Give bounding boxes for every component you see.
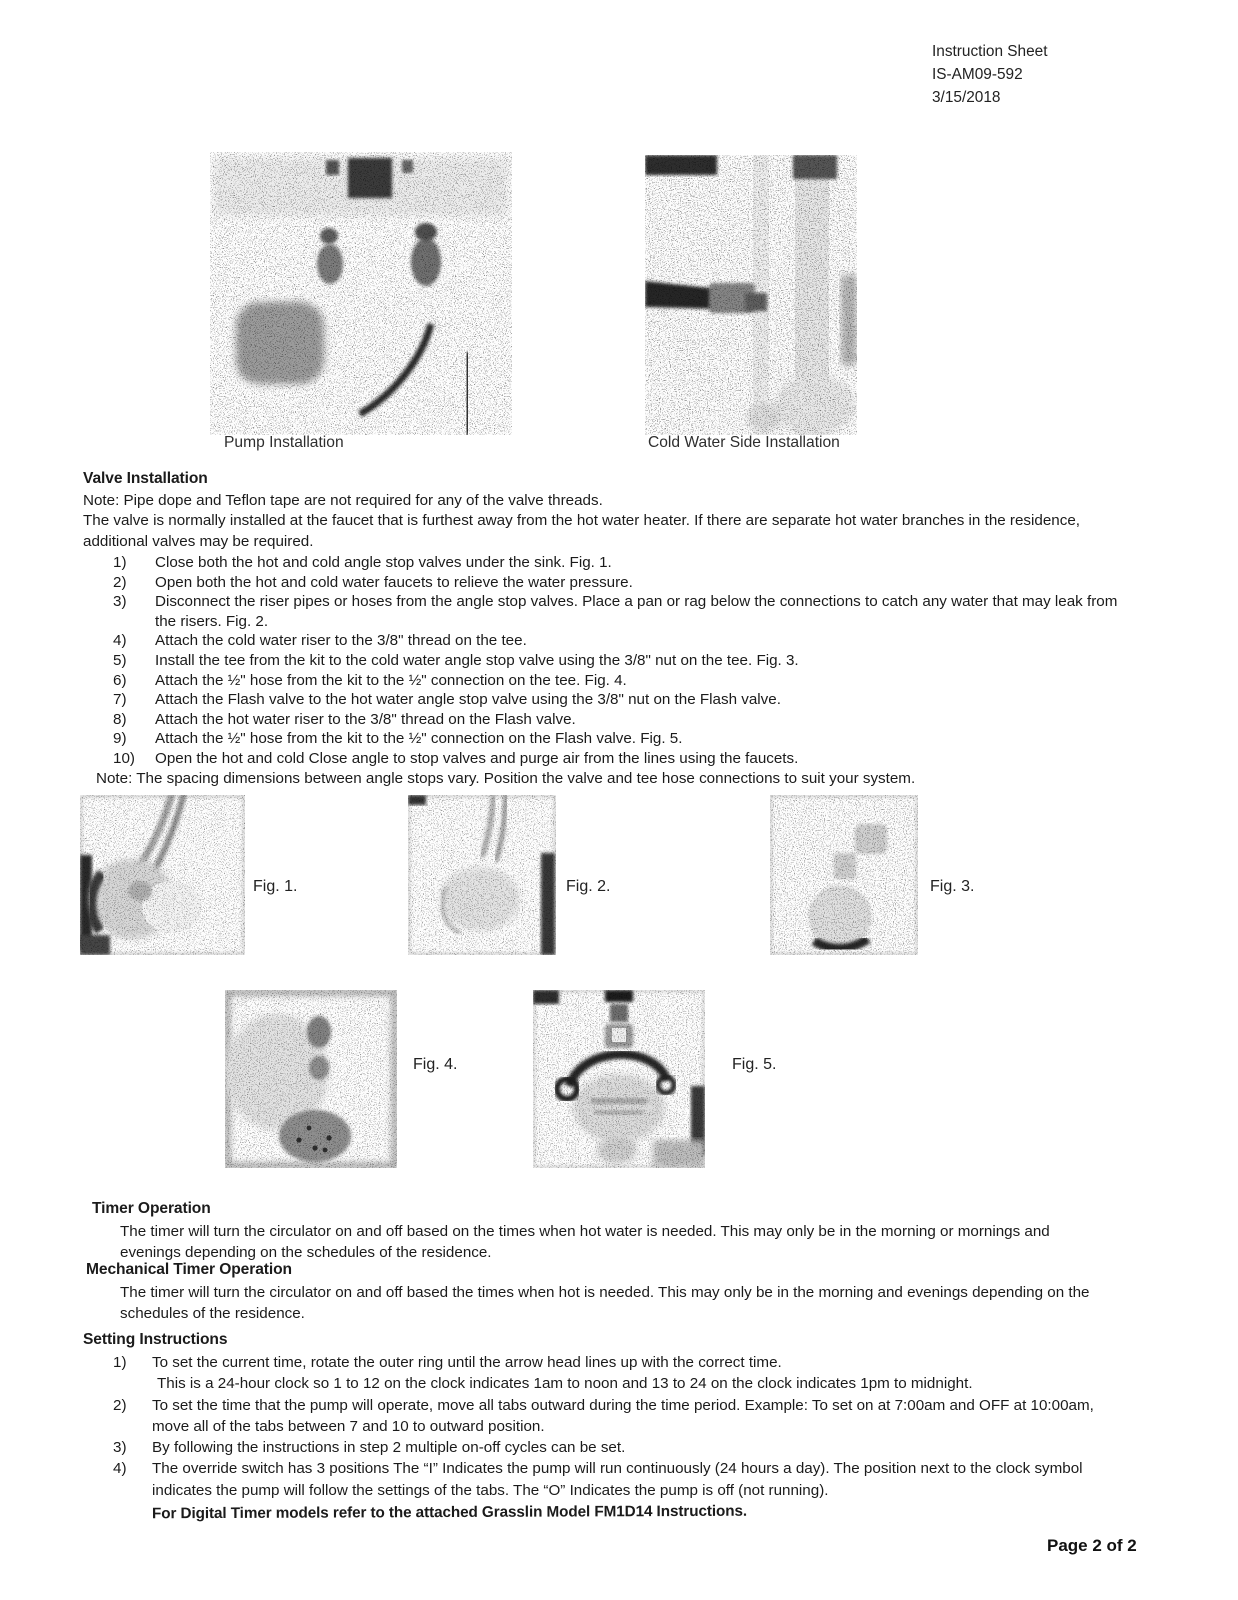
step-number: 8) xyxy=(113,710,127,728)
step-number: 6) xyxy=(113,671,127,689)
list-item xyxy=(113,671,1125,691)
step-text: Attach the hot water riser to the 3/8" thread on the Flash valve. xyxy=(155,710,576,728)
step-number: 3) xyxy=(113,1439,127,1457)
step-number: 4) xyxy=(113,632,127,650)
step-line: To set the current time, rotate the outer ring until the arrow head lines up with the correct time. xyxy=(152,1354,782,1371)
step-text: The override switch has 3 positions The “I” Indicates the pump will run continuously (24 hours a day). The position next to the clock symbol indicates the pump will follow the settings of the tabs. The “O” Indicates the pump is off (not running). xyxy=(152,1460,1083,1499)
fig2-photo xyxy=(408,795,556,955)
pump-photo-caption: Pump Installation xyxy=(224,434,344,451)
list-item xyxy=(113,1352,1135,1395)
fig2-caption: Fig. 2. xyxy=(566,878,611,895)
list-item xyxy=(113,631,1125,651)
valve-installation-heading: Valve Installation xyxy=(83,470,208,487)
step-text: Attach the ½" hose from the kit to the ½" connection on the tee. Fig. 4. xyxy=(155,671,627,689)
list-item xyxy=(113,651,1125,671)
mechanical-timer-body: The timer will turn the circulator on and off based the times when hot is needed. This may only be in the morning and evenings depending on the schedules of the residence. xyxy=(120,1284,1090,1323)
step-text: Disconnect the riser pipes or hoses from the angle stop valves. Place a pan or rag below the connections to catch any water that may leak from the risers. Fig. 2. xyxy=(155,593,1118,630)
step-text: Attach the ½" hose from the kit to the ½" connection on the Flash valve. Fig. 5. xyxy=(155,730,683,748)
step-number: 7) xyxy=(113,691,127,709)
step-line: This is a 24-hour clock so 1 to 12 on the clock indicates 1am to noon and 13 to 24 on the clock indicates 1pm to midnight. xyxy=(157,1375,973,1393)
list-item xyxy=(113,729,1125,749)
page-number: Page 2 of 2 xyxy=(1047,1536,1137,1555)
list-item xyxy=(113,553,1125,573)
step-number: 1) xyxy=(113,554,127,571)
list-item xyxy=(113,1437,1135,1458)
list-item xyxy=(113,1395,1135,1438)
timer-operation-heading: Timer Operation xyxy=(92,1200,211,1217)
cold-water-side-photo xyxy=(645,155,857,435)
step-number: 5) xyxy=(113,651,127,669)
doc-number: IS-AM09-592 xyxy=(932,66,1023,83)
valve-note-spacing: Note: The spacing dimensions between angle stops vary. Position the valve and tee hose connections to suit your system. xyxy=(96,770,916,787)
step-number: 2) xyxy=(113,573,127,591)
fig3-caption: Fig. 3. xyxy=(930,878,975,895)
header-meta xyxy=(932,40,1048,109)
fig5-photo xyxy=(533,990,705,1168)
list-item xyxy=(113,1458,1135,1501)
step-text: Open the hot and cold Close angle to stop valves and purge air from the lines using the faucets. xyxy=(155,749,799,767)
step-text: By following the instructions in step 2 multiple on-off cycles can be set. xyxy=(152,1439,626,1457)
fig4-caption: Fig. 4. xyxy=(413,1056,458,1073)
fig1-photo xyxy=(80,795,245,955)
fig4-photo xyxy=(225,990,397,1168)
fig1-caption: Fig. 1. xyxy=(253,878,298,895)
doc-type: Instruction Sheet xyxy=(932,43,1048,60)
step-text xyxy=(152,1352,1135,1395)
step-text: Close both the hot and cold angle stop valves under the sink. Fig. 1. xyxy=(155,554,612,571)
digital-timer-note: For Digital Timer models refer to the attached Grasslin Model FM1D14 Instructions. xyxy=(151,1502,748,1523)
valve-note-threads: Note: Pipe dope and Teflon tape are not required for any of the valve threads. xyxy=(83,492,603,509)
step-text: Open both the hot and cold water faucets to relieve the water pressure. xyxy=(155,573,633,591)
step-text: Install the tee from the kit to the cold water angle stop valve using the 3/8" nut on the tee. Fig. 3. xyxy=(155,651,799,669)
cold-water-photo-caption: Cold Water Side Installation xyxy=(648,434,840,451)
step-number: 2) xyxy=(113,1396,127,1414)
setting-instructions-heading: Setting Instructions xyxy=(83,1331,228,1348)
step-text: Attach the cold water riser to the 3/8" thread on the tee. xyxy=(155,632,527,650)
list-item xyxy=(113,710,1125,730)
step-number: 3) xyxy=(113,593,127,611)
list-item xyxy=(113,690,1125,710)
step-number: 4) xyxy=(113,1460,127,1478)
list-item xyxy=(113,592,1125,631)
step-text: Attach the Flash valve to the hot water angle stop valve using the 3/8" nut on the Flash valve. xyxy=(155,691,781,709)
list-item xyxy=(113,749,1125,769)
valve-intro-paragraph: The valve is normally installed at the faucet that is furthest away from the hot water heater. If there are separate hot water branches in the residence, additional valves may be required. xyxy=(83,512,1080,550)
fig3-photo xyxy=(770,795,918,955)
step-number: 1) xyxy=(113,1354,127,1371)
setting-steps-list xyxy=(113,1352,1135,1501)
mechanical-timer-heading: Mechanical Timer Operation xyxy=(86,1261,292,1278)
timer-operation-body: The timer will turn the circulator on and off based on the times when hot water is needed. This may only be in the morning or mornings and evenings depending on the schedules of the residence. xyxy=(120,1223,1050,1262)
pump-installation-photo xyxy=(210,152,512,435)
doc-date: 3/15/2018 xyxy=(932,89,1001,106)
list-item xyxy=(113,573,1125,593)
step-number: 9) xyxy=(113,730,127,748)
valve-steps-list xyxy=(113,553,1125,769)
step-number: 10) xyxy=(113,749,135,767)
fig5-caption: Fig. 5. xyxy=(732,1056,777,1073)
step-text: To set the time that the pump will operate, move all tabs outward during the time period. Example: To set on at 7:00am and OFF at 10:00am, move all of the tabs between 7 and 10 to outward position. xyxy=(152,1396,1094,1435)
